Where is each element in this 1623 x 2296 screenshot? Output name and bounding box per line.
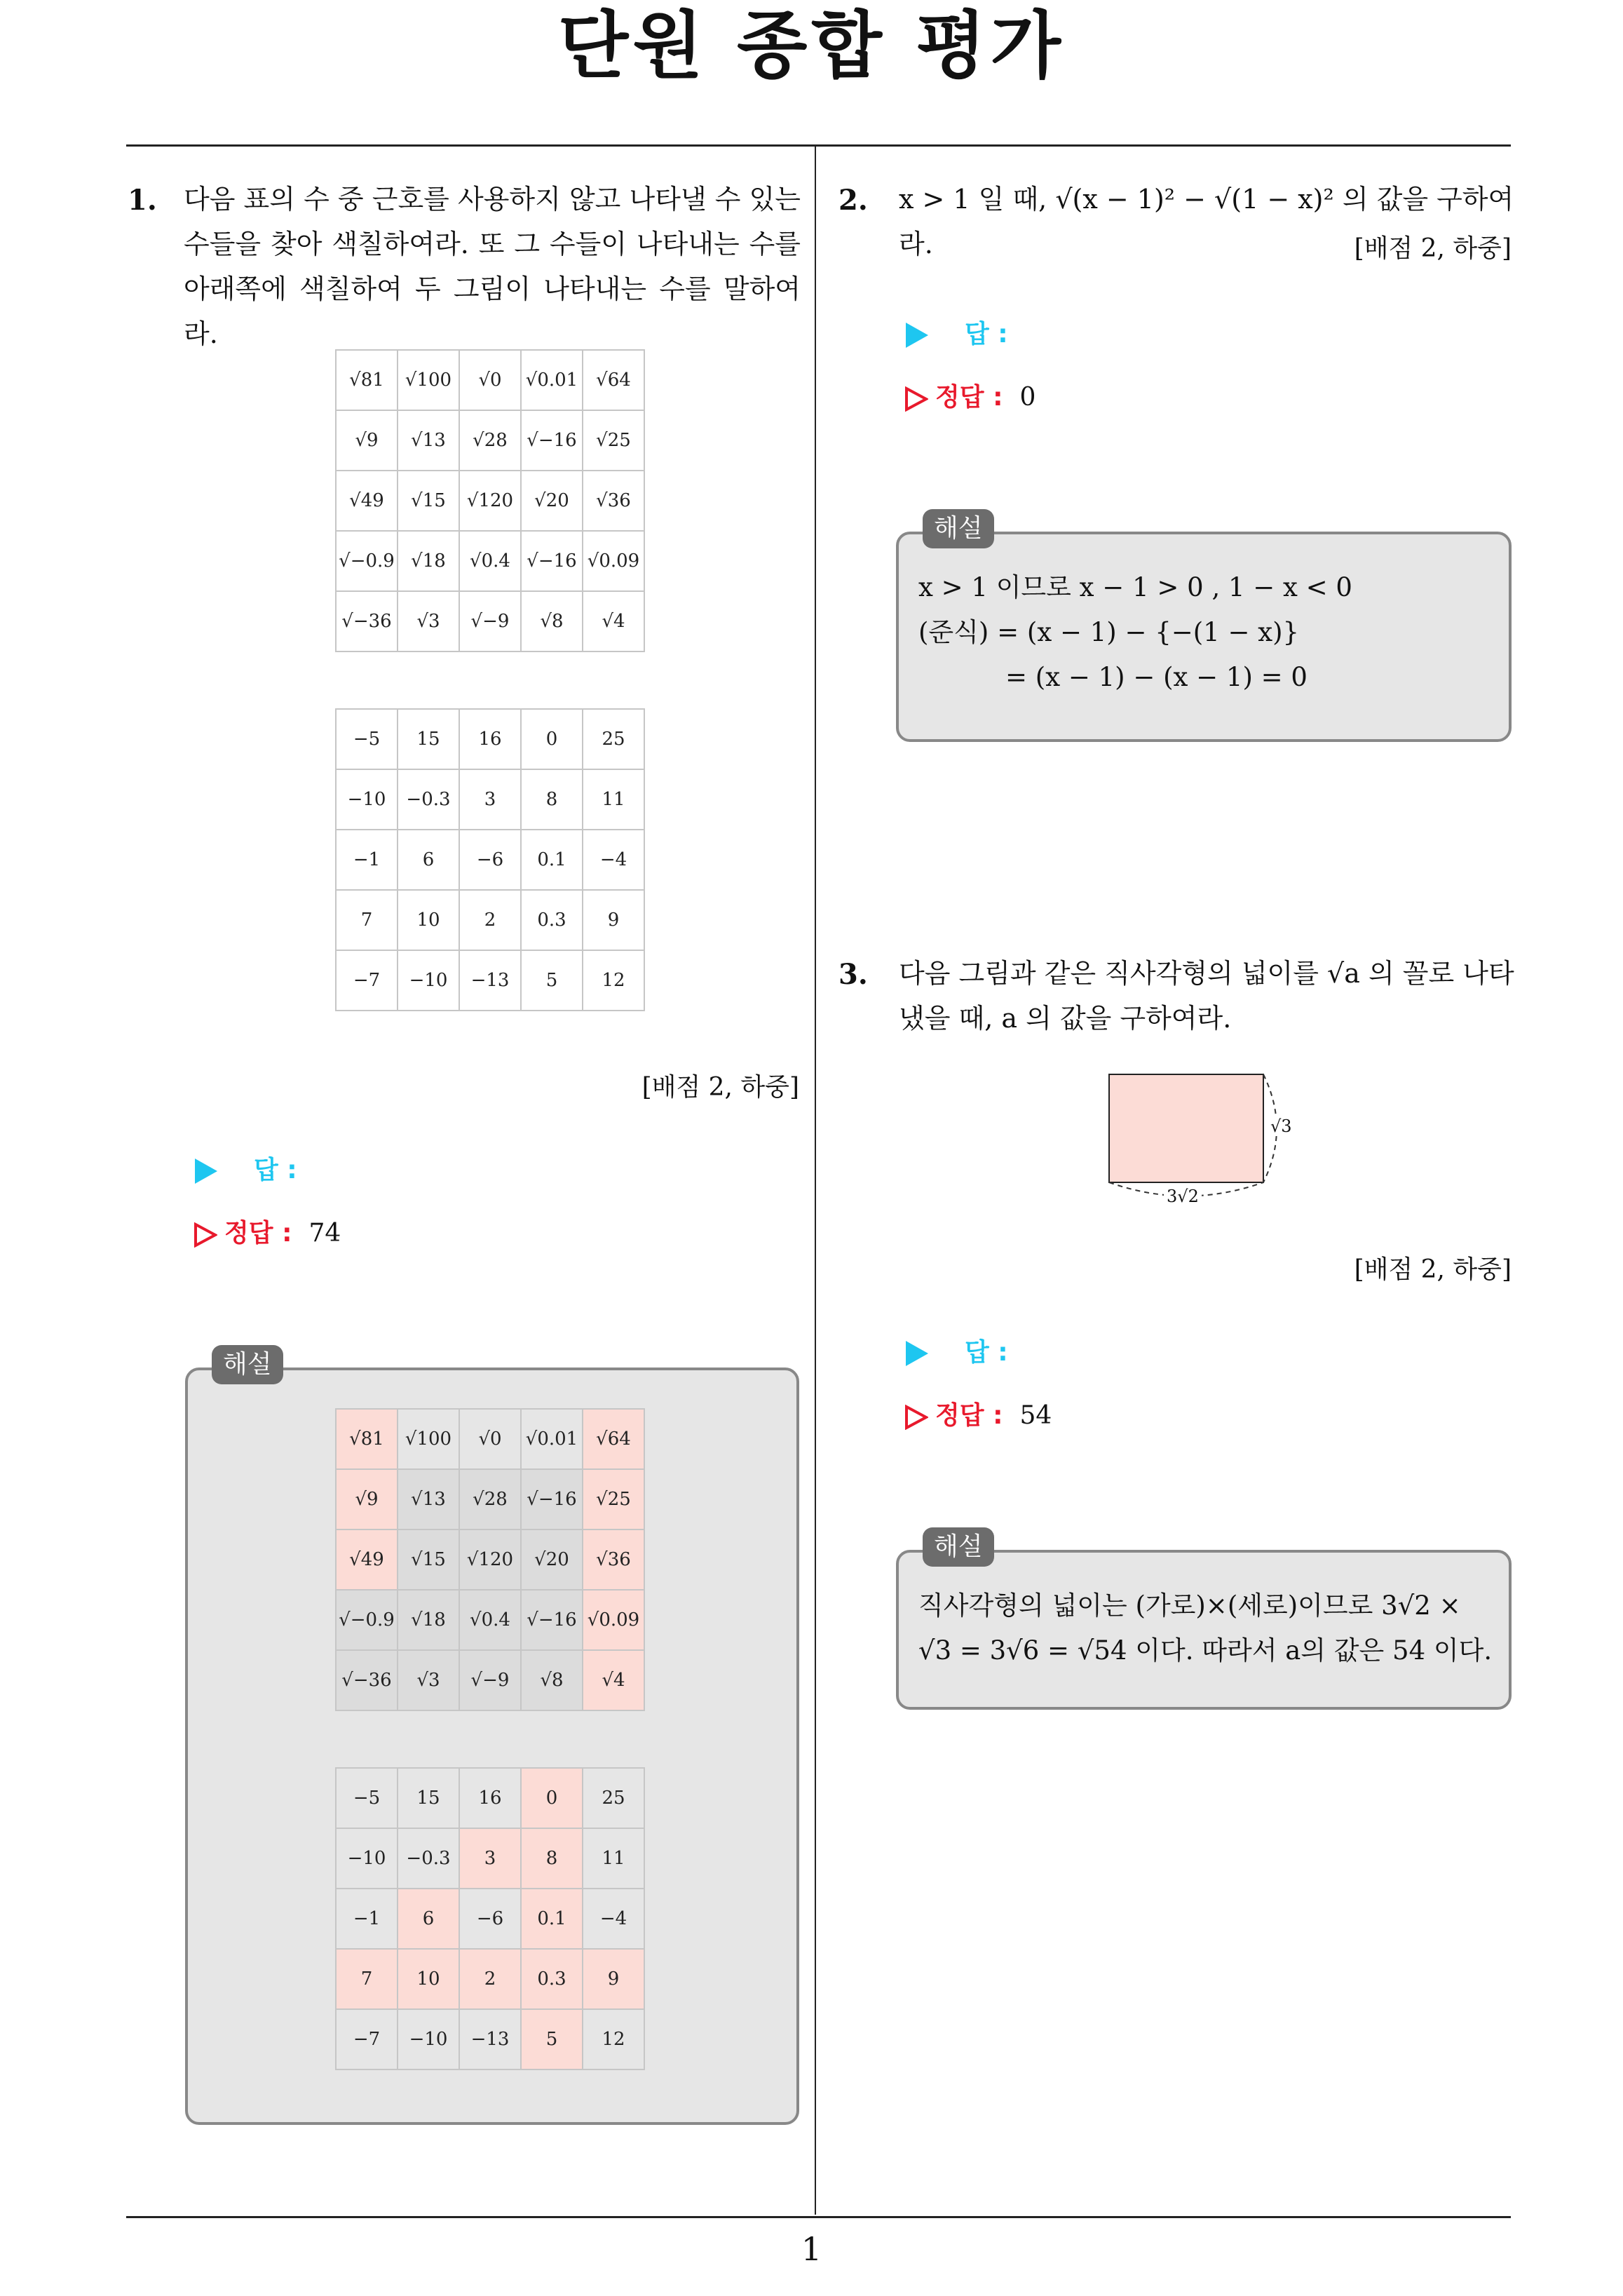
table-cell: 3 bbox=[459, 769, 521, 830]
table-cell: √9 bbox=[336, 1469, 398, 1529]
table-cell: √0.4 bbox=[459, 531, 521, 591]
table-cell: √0 bbox=[459, 1409, 521, 1469]
table-cell: √−36 bbox=[336, 591, 398, 651]
page-title: 단원 종합 평가 bbox=[557, 3, 1066, 88]
answer-label-text: 답 : bbox=[965, 320, 1008, 349]
table-cell: √64 bbox=[583, 1409, 644, 1469]
table-cell: −4 bbox=[583, 830, 644, 890]
table-cell: 0.1 bbox=[521, 1889, 583, 1949]
table-cell: −10 bbox=[336, 1828, 398, 1889]
correct-label-text: 정답 : bbox=[935, 383, 1003, 412]
table-cell: 11 bbox=[583, 769, 644, 830]
table-row bbox=[336, 471, 644, 531]
table-cell: 3 bbox=[459, 1828, 521, 1889]
q3-correct bbox=[904, 1396, 1052, 1431]
q1-sqrt-table bbox=[335, 349, 645, 652]
table-row bbox=[336, 709, 644, 769]
table-cell: √−16 bbox=[521, 1590, 583, 1650]
q2-number: 2. bbox=[838, 184, 868, 217]
table-cell: 9 bbox=[583, 890, 644, 950]
table-cell: 8 bbox=[521, 1828, 583, 1889]
table-cell: √8 bbox=[521, 1650, 583, 1710]
table-cell: √4 bbox=[583, 591, 644, 651]
table-cell: √0.09 bbox=[583, 1590, 644, 1650]
table-cell: √0.01 bbox=[521, 1409, 583, 1469]
q3-number: 3. bbox=[838, 958, 868, 991]
table-cell: √−16 bbox=[521, 531, 583, 591]
q1-number-table bbox=[335, 708, 645, 1011]
table-cell: 25 bbox=[583, 709, 644, 769]
table-cell: √−9 bbox=[459, 591, 521, 651]
q1-correct-value: 74 bbox=[308, 1219, 341, 1248]
table-cell: √20 bbox=[521, 1529, 583, 1590]
table-cell: √49 bbox=[336, 1529, 398, 1590]
table-cell: √4 bbox=[583, 1650, 644, 1710]
q1-correct bbox=[193, 1213, 341, 1249]
header-rule bbox=[126, 144, 1511, 147]
table-cell: −7 bbox=[336, 950, 398, 1011]
table-cell: 16 bbox=[459, 709, 521, 769]
table-cell: √36 bbox=[583, 471, 644, 531]
table-cell: −1 bbox=[336, 830, 398, 890]
table-cell: √−16 bbox=[521, 1469, 583, 1529]
outline-triangle-icon bbox=[904, 1405, 928, 1430]
q2-solution-line2: (준식) = (x − 1) − {−(1 − x)} bbox=[918, 617, 1300, 647]
table-cell: 7 bbox=[336, 890, 398, 950]
table-row bbox=[336, 1828, 644, 1889]
table-cell: √81 bbox=[336, 350, 398, 410]
table-cell: √0.4 bbox=[459, 1590, 521, 1650]
table-cell: √28 bbox=[459, 1469, 521, 1529]
table-row bbox=[336, 531, 644, 591]
table-row bbox=[336, 1590, 644, 1650]
table-cell: √100 bbox=[398, 1409, 459, 1469]
table-row bbox=[336, 2009, 644, 2069]
table-row bbox=[336, 830, 644, 890]
table-cell: √−36 bbox=[336, 1650, 398, 1710]
answer-label-text: 답 : bbox=[965, 1338, 1008, 1367]
table-cell: √−0.9 bbox=[336, 531, 398, 591]
table-cell: √3 bbox=[398, 591, 459, 651]
correct-label-text: 정답 : bbox=[224, 1219, 292, 1248]
table-cell: −0.3 bbox=[398, 769, 459, 830]
table-cell: 0.3 bbox=[521, 890, 583, 950]
correct-label-text: 정답 : bbox=[935, 1401, 1003, 1430]
table-cell: √28 bbox=[459, 410, 521, 471]
table-cell: √3 bbox=[398, 1650, 459, 1710]
table-cell: −13 bbox=[459, 950, 521, 1011]
table-cell: √15 bbox=[398, 471, 459, 531]
q2-solution-line1: x > 1 이므로 x − 1 > 0 , 1 − x < 0 bbox=[918, 572, 1352, 602]
play-triangle-icon bbox=[906, 323, 928, 348]
play-triangle-icon bbox=[906, 1341, 928, 1366]
table-cell: −4 bbox=[583, 1889, 644, 1949]
table-cell: 6 bbox=[398, 1889, 459, 1949]
table-row bbox=[336, 350, 644, 410]
table-cell: 0 bbox=[521, 709, 583, 769]
q3-text-line1: 다음 그림과 같은 직사각형의 넓이를 √a 의 꼴로 나타 bbox=[899, 958, 1514, 989]
q1-solution-sqrt-table bbox=[335, 1408, 645, 1711]
table-cell: −7 bbox=[336, 2009, 398, 2069]
q2-text-line2: 라. bbox=[899, 229, 933, 259]
q3-side-bottom-label: 3√2 bbox=[1164, 1187, 1202, 1206]
table-row bbox=[336, 591, 644, 651]
table-cell: 5 bbox=[521, 2009, 583, 2069]
q3-solution-tag: 해설 bbox=[923, 1527, 994, 1567]
q2-correct bbox=[904, 377, 1035, 413]
table-cell: 5 bbox=[521, 950, 583, 1011]
play-triangle-icon bbox=[195, 1159, 217, 1184]
table-cell: √13 bbox=[398, 410, 459, 471]
q1-number: 1. bbox=[128, 184, 157, 217]
table-cell: −13 bbox=[459, 2009, 521, 2069]
table-cell: √36 bbox=[583, 1529, 644, 1590]
q1-answer-label bbox=[195, 1150, 297, 1186]
table-cell: 2 bbox=[459, 890, 521, 950]
q2-text-line1: x > 1 일 때, √(x − 1)² − √(1 − x)² 의 값을 구하여 bbox=[899, 184, 1514, 215]
q3-side-right-label: √3 bbox=[1270, 1116, 1292, 1136]
table-cell: −0.3 bbox=[398, 1828, 459, 1889]
table-row bbox=[336, 1768, 644, 1828]
table-cell: √−0.9 bbox=[336, 1590, 398, 1650]
table-cell: √8 bbox=[521, 591, 583, 651]
table-row bbox=[336, 769, 644, 830]
table-cell: 6 bbox=[398, 830, 459, 890]
table-cell: √25 bbox=[583, 1469, 644, 1529]
q1-score: [배점 2, 하중] bbox=[641, 1073, 799, 1102]
table-cell: 2 bbox=[459, 1949, 521, 2009]
table-cell: 25 bbox=[583, 1768, 644, 1828]
table-row bbox=[336, 1529, 644, 1590]
table-row bbox=[336, 890, 644, 950]
table-cell: √−16 bbox=[521, 410, 583, 471]
table-cell: 8 bbox=[521, 769, 583, 830]
q2-solution-line3: = (x − 1) − (x − 1) = 0 bbox=[1005, 662, 1308, 692]
table-cell: √20 bbox=[521, 471, 583, 531]
table-cell: √0 bbox=[459, 350, 521, 410]
q1-solution-number-table bbox=[335, 1767, 645, 2070]
table-row bbox=[336, 1949, 644, 2009]
table-cell: −6 bbox=[459, 1889, 521, 1949]
table-row bbox=[336, 1650, 644, 1710]
table-cell: √25 bbox=[583, 410, 644, 471]
table-cell: 15 bbox=[398, 1768, 459, 1828]
q2-correct-value: 0 bbox=[1019, 383, 1036, 412]
table-cell: √100 bbox=[398, 350, 459, 410]
table-cell: √0.09 bbox=[583, 531, 644, 591]
q3-solution-line2: √3 = 3√6 = √54 이다. 따라서 a의 값은 54 이다. bbox=[918, 1635, 1493, 1666]
q3-rectangle-figure bbox=[1101, 1066, 1311, 1220]
q3-correct-value: 54 bbox=[1019, 1401, 1052, 1430]
table-cell: √18 bbox=[398, 531, 459, 591]
table-cell: 0 bbox=[521, 1768, 583, 1828]
table-cell: √120 bbox=[459, 1529, 521, 1590]
outline-triangle-icon bbox=[904, 386, 928, 412]
table-cell: −5 bbox=[336, 709, 398, 769]
q1-text: 다음 표의 수 중 근호를 사용하지 않고 나타낼 수 있는 수들을 찾아 색칠하여라. 또 그 수들이 나타내는 수를 아래쪽에 색칠하여 두 그림이 나타내는 수를 말하여라. bbox=[184, 184, 801, 349]
table-row bbox=[336, 950, 644, 1011]
table-cell: √13 bbox=[398, 1469, 459, 1529]
table-cell: √0.01 bbox=[521, 350, 583, 410]
table-row bbox=[336, 1889, 644, 1949]
table-cell: √−9 bbox=[459, 1650, 521, 1710]
table-cell: √81 bbox=[336, 1409, 398, 1469]
table-cell: 15 bbox=[398, 709, 459, 769]
outline-triangle-icon bbox=[193, 1222, 217, 1248]
table-cell: 0.3 bbox=[521, 1949, 583, 2009]
q3-score: [배점 2, 하중] bbox=[1354, 1255, 1512, 1284]
table-cell: −10 bbox=[398, 2009, 459, 2069]
q3-solution-line1: 직사각형의 넓이는 (가로)×(세로)이므로 3√2 × bbox=[918, 1591, 1461, 1621]
table-cell: −6 bbox=[459, 830, 521, 890]
table-row bbox=[336, 410, 644, 471]
q2-solution-tag: 해설 bbox=[923, 509, 994, 548]
table-cell: −10 bbox=[398, 950, 459, 1011]
table-cell: −1 bbox=[336, 1889, 398, 1949]
q2-answer-label bbox=[906, 314, 1008, 350]
table-row bbox=[336, 1409, 644, 1469]
table-cell: 9 bbox=[583, 1949, 644, 2009]
q3-text-line2: 냈을 때, a 의 값을 구하여라. bbox=[899, 1003, 1232, 1034]
table-cell: 10 bbox=[398, 1949, 459, 2009]
table-cell: 12 bbox=[583, 2009, 644, 2069]
table-cell: √64 bbox=[583, 350, 644, 410]
answer-label-text: 답 : bbox=[254, 1156, 297, 1184]
table-cell: √49 bbox=[336, 471, 398, 531]
footer-rule bbox=[126, 2216, 1511, 2218]
page-number: 1 bbox=[801, 2230, 822, 2268]
q1-solution-tag: 해설 bbox=[212, 1345, 283, 1384]
table-cell: √9 bbox=[336, 410, 398, 471]
table-row bbox=[336, 1469, 644, 1529]
q2-score: [배점 2, 하중] bbox=[1354, 234, 1512, 263]
table-cell: 10 bbox=[398, 890, 459, 950]
table-cell: √15 bbox=[398, 1529, 459, 1590]
table-cell: 12 bbox=[583, 950, 644, 1011]
q3-answer-label bbox=[906, 1332, 1008, 1368]
column-divider bbox=[815, 146, 816, 2215]
table-cell: −10 bbox=[336, 769, 398, 830]
table-cell: 11 bbox=[583, 1828, 644, 1889]
table-cell: √120 bbox=[459, 471, 521, 531]
table-cell: 0.1 bbox=[521, 830, 583, 890]
table-cell: √18 bbox=[398, 1590, 459, 1650]
table-cell: 16 bbox=[459, 1768, 521, 1828]
table-cell: 7 bbox=[336, 1949, 398, 2009]
table-cell: −5 bbox=[336, 1768, 398, 1828]
